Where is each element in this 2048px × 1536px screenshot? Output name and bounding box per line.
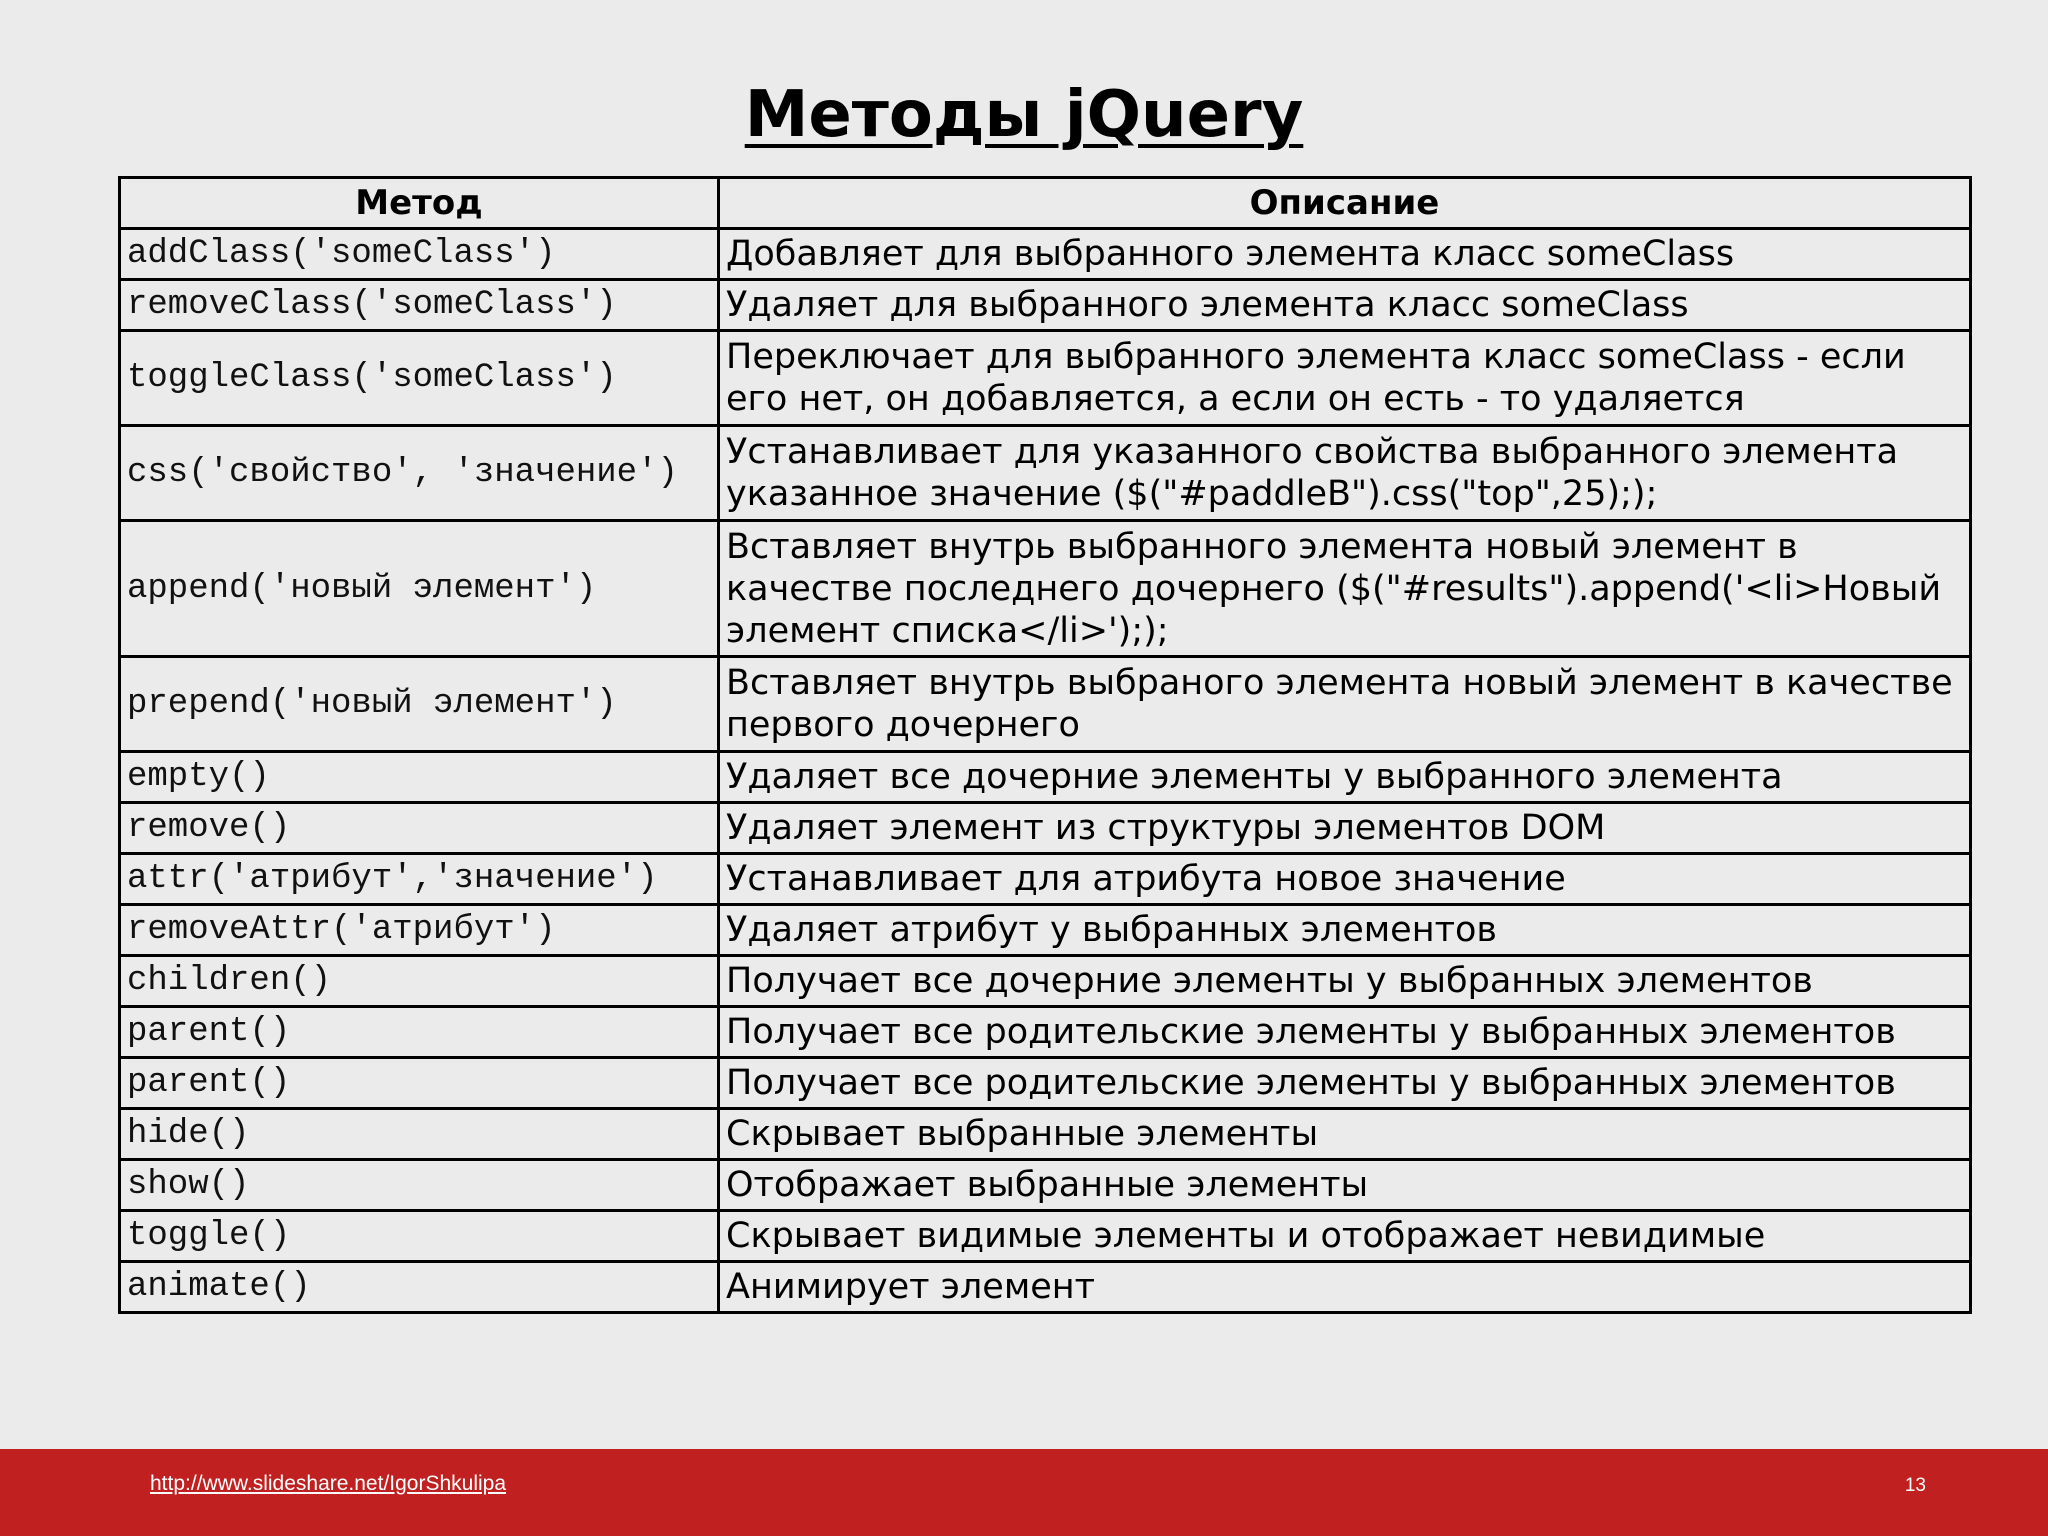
- table-row: [120, 905, 1971, 956]
- description-cell: Вставляет внутрь выбранного элемента новый элемент в качестве последнего дочернего ($("#results").append('<li>Новый элемент списка</li>'););: [719, 521, 1971, 657]
- table-row: [120, 229, 1971, 280]
- method-cell: toggleClass('someClass'): [120, 331, 719, 426]
- table-row: [120, 1160, 1971, 1211]
- table-header-row: [120, 178, 1971, 229]
- method-cell: animate(): [120, 1262, 719, 1313]
- method-cell: removeAttr('атрибут'): [120, 905, 719, 956]
- description-cell: Получает все родительские элементы у выбранных элементов: [719, 1058, 1971, 1109]
- method-cell: empty(): [120, 752, 719, 803]
- description-cell: Скрывает видимые элементы и отображает невидимые: [719, 1211, 1971, 1262]
- description-cell: Удаляет все дочерние элементы у выбранного элемента: [719, 752, 1971, 803]
- page-number: 13: [1904, 1475, 1926, 1496]
- method-cell: css('свойство', 'значение'): [120, 426, 719, 521]
- description-cell: Переключает для выбранного элемента класс someClass - если его нет, он добавляется, а если он есть - то удаляется: [719, 331, 1971, 426]
- slide-title: Методы jQuery: [744, 78, 1304, 152]
- table-row: [120, 956, 1971, 1007]
- table-row: [120, 657, 1971, 752]
- method-cell: children(): [120, 956, 719, 1007]
- description-cell: Получает все дочерние элементы у выбранных элементов: [719, 956, 1971, 1007]
- method-cell: parent(): [120, 1007, 719, 1058]
- column-header-method: Метод: [120, 178, 719, 229]
- table-row: [120, 1211, 1971, 1262]
- method-cell: hide(): [120, 1109, 719, 1160]
- table-row: [120, 426, 1971, 521]
- method-cell: attr('атрибут','значение'): [120, 854, 719, 905]
- table-row: [120, 331, 1971, 426]
- method-cell: append('новый элемент'): [120, 521, 719, 657]
- method-cell: show(): [120, 1160, 719, 1211]
- description-cell: Отображает выбранные элементы: [719, 1160, 1971, 1211]
- method-cell: addClass('someClass'): [120, 229, 719, 280]
- method-cell: removeClass('someClass'): [120, 280, 719, 331]
- description-cell: Получает все родительские элементы у выбранных элементов: [719, 1007, 1971, 1058]
- description-cell: Удаляет элемент из структуры элементов DOM: [719, 803, 1971, 854]
- table-row: [120, 752, 1971, 803]
- description-cell: Добавляет для выбранного элемента класс someClass: [719, 229, 1971, 280]
- table-row: [120, 521, 1971, 657]
- table-row: [120, 1109, 1971, 1160]
- table-row: [120, 1058, 1971, 1109]
- description-cell: Устанавливает для атрибута новое значение: [719, 854, 1971, 905]
- table-row: [120, 280, 1971, 331]
- table-row: [120, 1262, 1971, 1313]
- description-cell: Удаляет для выбранного элемента класс someClass: [719, 280, 1971, 331]
- methods-table: [118, 176, 1972, 1314]
- table-row: [120, 803, 1971, 854]
- method-cell: remove(): [120, 803, 719, 854]
- column-header-description: Описание: [719, 178, 1971, 229]
- table-row: [120, 854, 1971, 905]
- method-cell: toggle(): [120, 1211, 719, 1262]
- method-cell: parent(): [120, 1058, 719, 1109]
- description-cell: Устанавливает для указанного свойства выбранного элемента указанное значение ($("#paddleB").css("top",25););: [719, 426, 1971, 521]
- description-cell: Анимирует элемент: [719, 1262, 1971, 1313]
- footer-source-link[interactable]: http://www.slideshare.net/IgorShkulipa: [150, 1472, 507, 1495]
- description-cell: Скрывает выбранные элементы: [719, 1109, 1971, 1160]
- method-cell: prepend('новый элемент'): [120, 657, 719, 752]
- description-cell: Удаляет атрибут у выбранных элементов: [719, 905, 1971, 956]
- description-cell: Вставляет внутрь выбраного элемента новый элемент в качестве первого дочернего: [719, 657, 1971, 752]
- table-row: [120, 1007, 1971, 1058]
